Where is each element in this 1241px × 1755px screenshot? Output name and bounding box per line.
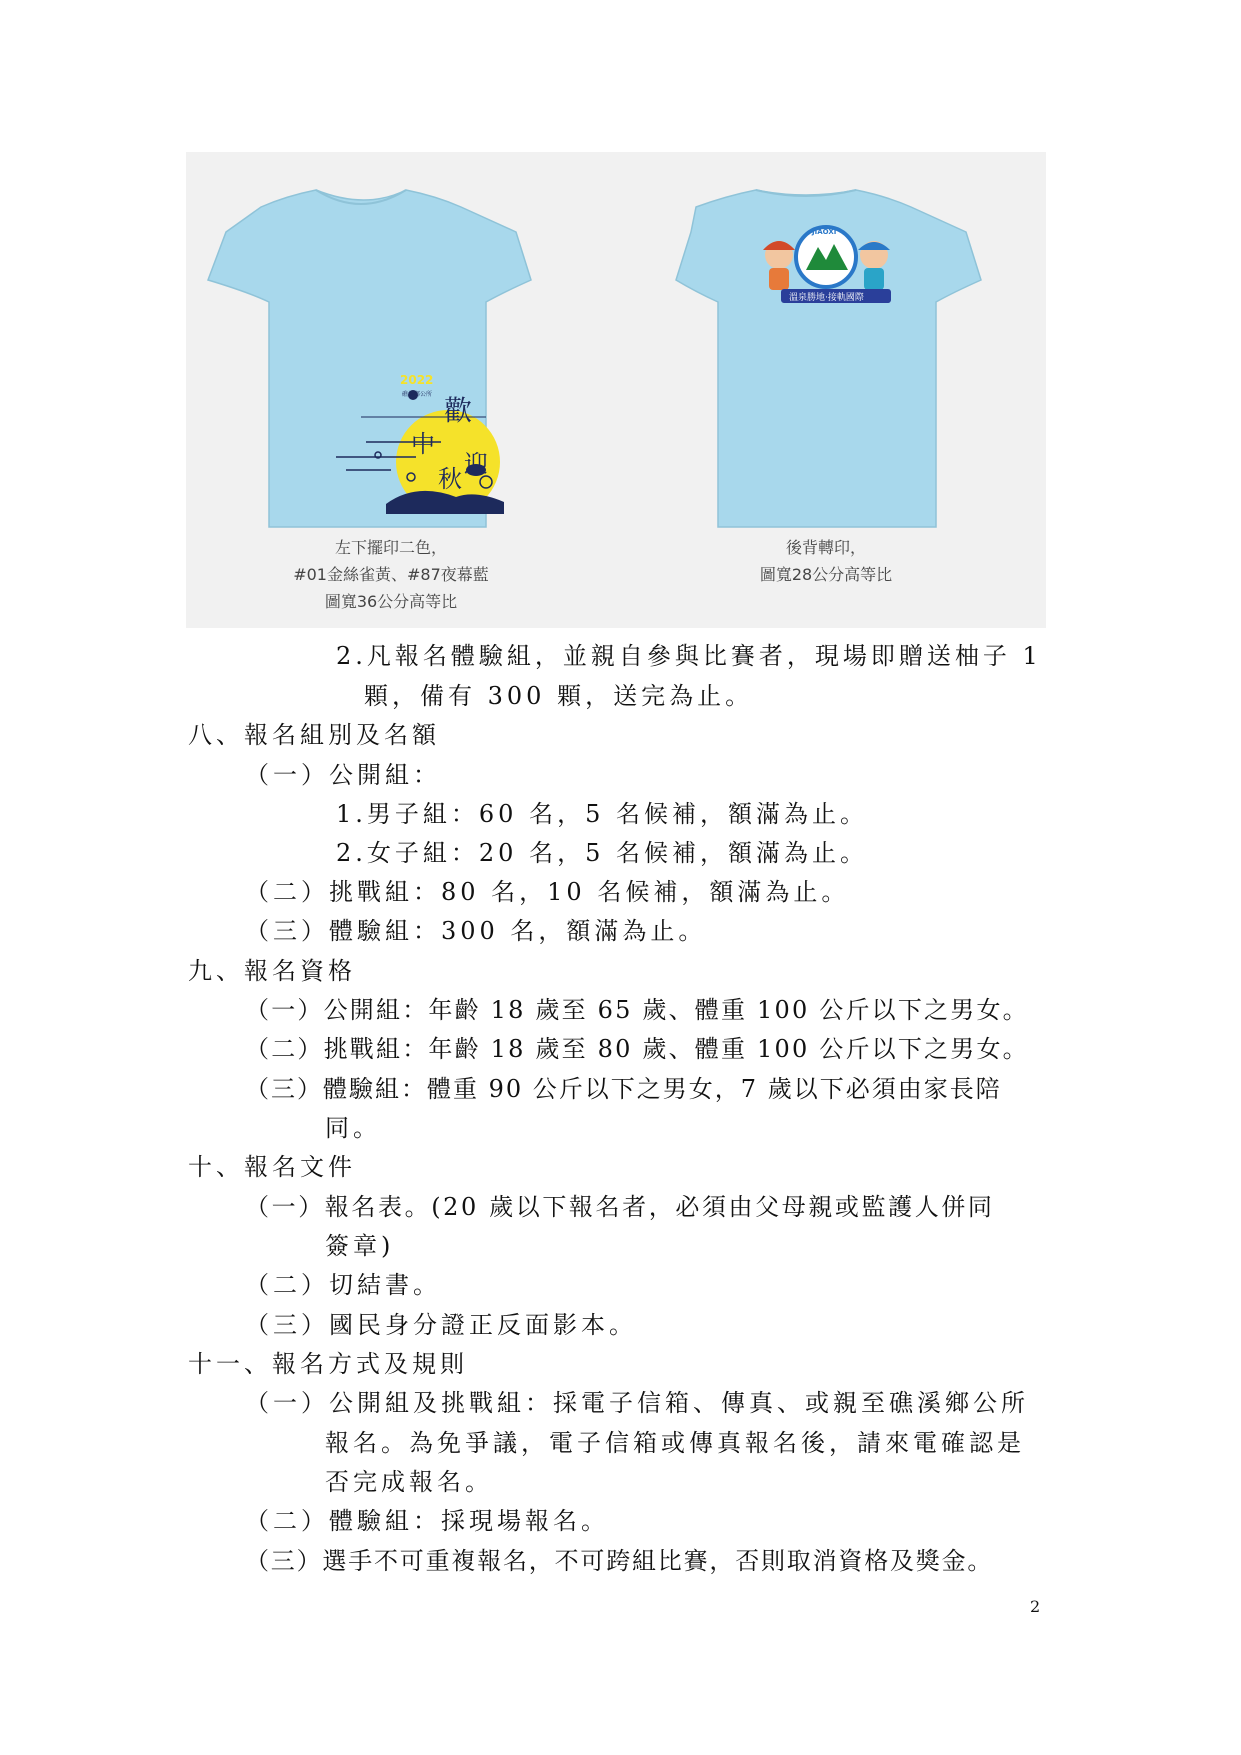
- front-print-char-4: 秋: [438, 465, 462, 493]
- section-10-item-2: （二）切結書。: [245, 1271, 441, 1299]
- section-11-heading: 十一、報名方式及規則: [188, 1350, 468, 1378]
- section-9-item-3-line-1: （三）體驗組：體重 90 公斤以下之男女，7 歲以下必須由家長陪: [245, 1075, 1002, 1103]
- section-8-item-3: （三）體驗組：300 名，額滿為止。: [245, 917, 707, 945]
- back-logo-text: JIAOXI: [812, 228, 837, 236]
- section-11-item-2: （二）體驗組：採現場報名。: [245, 1507, 609, 1535]
- section-8-heading: 八、報名組別及名額: [188, 721, 440, 749]
- item-2-line-1: 2.凡報名體驗組，並親自參與比賽者，現場即贈送柚子 1: [336, 642, 1042, 670]
- front-print-char-3: 中: [411, 430, 435, 458]
- back-caption: [721, 534, 931, 588]
- page-number: 2: [1030, 1597, 1041, 1616]
- section-8-item-2: （二）挑戰組：80 名，10 名候補，額滿為止。: [245, 878, 850, 906]
- section-8-item-1-sub-2: 2.女子組：20 名，5 名候補，額滿為止。: [336, 839, 868, 867]
- section-10-item-3: （三）國民身分證正反面影本。: [245, 1311, 637, 1339]
- front-caption-line-2: #01金絲雀黃、#87夜幕藍: [293, 565, 489, 584]
- section-9-item-3-line-2: 同。: [325, 1114, 381, 1142]
- section-11-item-3: （三）選手不可重複報名，不可跨組比賽，否則取消資格及獎金。: [245, 1547, 994, 1575]
- front-print-char-1: 歡: [444, 394, 473, 427]
- section-8-item-1-sub-1: 1.男子組：60 名，5 名候補，額滿為止。: [336, 800, 868, 828]
- front-print-year: 2022: [400, 373, 434, 387]
- section-8-item-1: （一）公開組：: [245, 761, 441, 789]
- section-11-item-1-line-3: 否完成報名。: [325, 1468, 493, 1496]
- front-caption-line-1: 左下擺印二色，: [334, 538, 447, 557]
- tshirt-figure: [186, 152, 1046, 628]
- section-9-item-1: （一）公開組：年齡 18 歲至 65 歲、體重 100 公斤以下之男女。: [245, 996, 1029, 1024]
- item-2-line-2: 顆，備有 300 顆，送完為止。: [364, 682, 754, 710]
- back-logo-slogan: 溫泉勝地‧接軌國際: [789, 293, 864, 303]
- section-11-item-1-line-2: 報名。為免爭議，電子信箱或傳真報名後，請來電確認是: [325, 1429, 1025, 1457]
- section-10-item-1-line-1: （一）報名表。(20 歲以下報名者，必須由父母親或監護人併同: [245, 1193, 995, 1221]
- front-print-char-2: 迎: [464, 450, 488, 478]
- section-10-item-1-line-2: 簽章): [325, 1232, 395, 1260]
- front-caption-line-3: 圖寬36公分高等比: [324, 592, 458, 611]
- back-caption-line-1: 後背轉印，: [785, 538, 866, 557]
- section-10-heading: 十、報名文件: [188, 1153, 356, 1181]
- section-9-heading: 九、報名資格: [188, 957, 356, 985]
- section-11-item-1-line-1: （一）公開組及挑戰組：採電子信箱、傳真、或親至礁溪鄉公所: [245, 1389, 1029, 1417]
- section-9-item-2: （二）挑戰組：年齡 18 歲至 80 歲、體重 100 公斤以下之男女。: [245, 1035, 1029, 1063]
- front-print-org: 礁溪鄉公所: [402, 391, 433, 398]
- back-caption-line-2: 圖寬28公分高等比: [759, 565, 893, 584]
- front-caption: [286, 534, 496, 615]
